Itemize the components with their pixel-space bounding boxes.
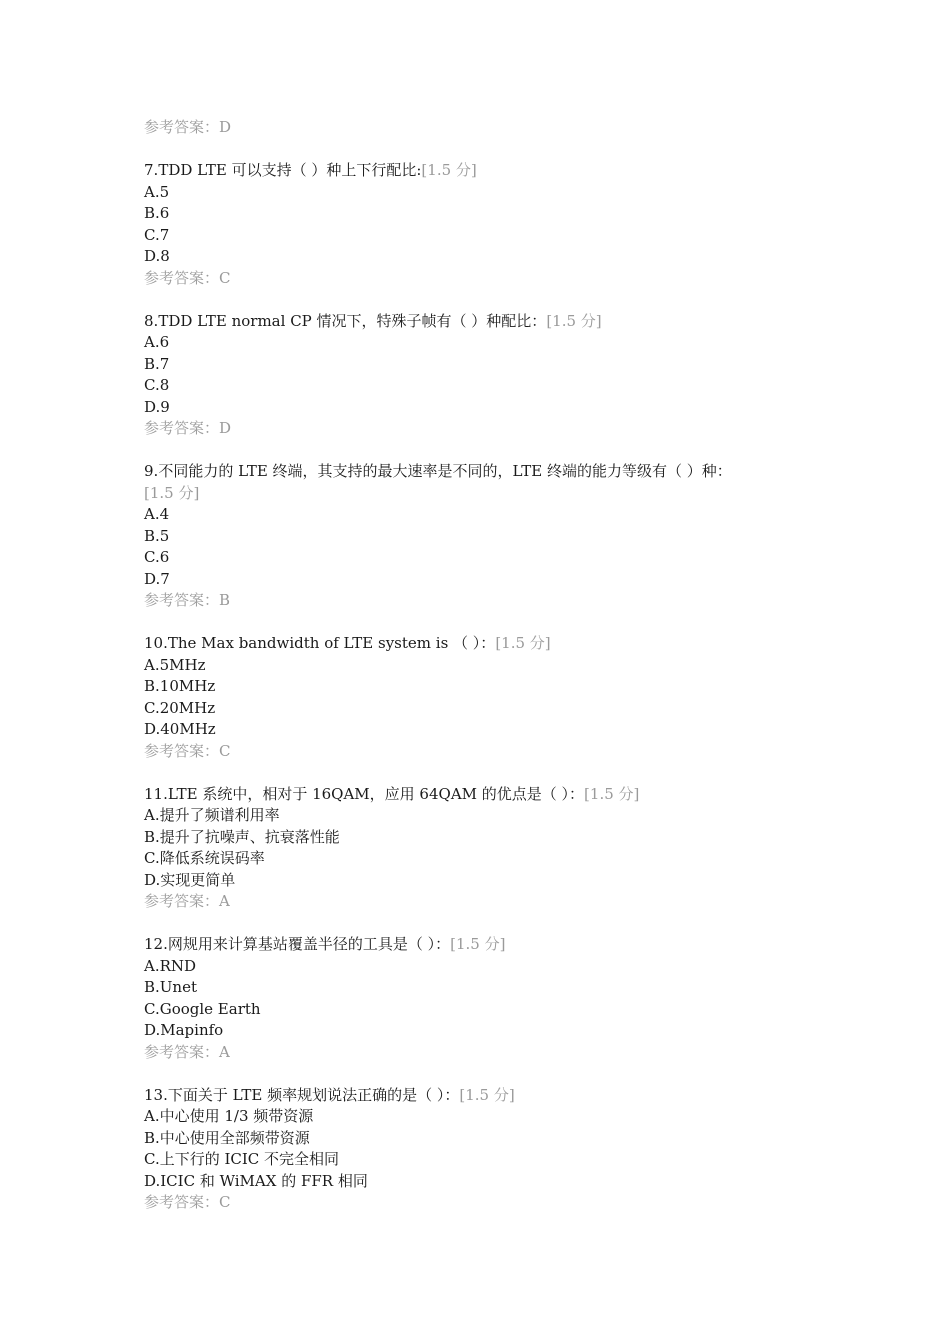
question-stem <box>144 633 824 655</box>
option-b: B.7 <box>144 354 170 373</box>
question-text: TDD LTE normal CP 情况下，特殊子帧有（ ）种配比： <box>158 311 547 330</box>
option-d: D.Mapinfo <box>144 1021 224 1039</box>
question-12 <box>144 934 824 1063</box>
question-score: [1.5 分] <box>421 161 477 179</box>
question-stem <box>144 934 824 956</box>
spacer <box>144 289 824 311</box>
question-13 <box>144 1085 824 1214</box>
question-text: LTE 系统中，相对于 16QAM，应用 64QAM 的优点是（ ）： <box>167 784 585 803</box>
answer-key: 参考答案：C <box>144 741 231 760</box>
option-a: A.6 <box>144 333 170 351</box>
option-b: B.Unet <box>144 978 197 996</box>
question-number: 11. <box>144 784 168 803</box>
option-b: B.中心使用全部频带资源 <box>144 1128 310 1147</box>
option-c: C.上下行的 ICIC 不完全相同 <box>144 1150 340 1168</box>
answer-key: 参考答案：B <box>144 591 231 609</box>
question-number: 12. <box>144 935 168 953</box>
option-a: A.5MHz <box>144 655 206 674</box>
option-d: D.8 <box>144 247 170 265</box>
option-b: B.5 <box>144 526 170 545</box>
option-d: D.40MHz <box>144 720 216 738</box>
spacer <box>144 762 824 784</box>
option-b: B.提升了抗噪声、抗衰落性能 <box>144 827 340 846</box>
option-a: A.4 <box>144 505 170 523</box>
option-c: C.7 <box>144 225 170 244</box>
option-c: C.6 <box>144 548 170 566</box>
question-stem <box>144 311 824 333</box>
option-a: A.5 <box>144 182 170 201</box>
question-11 <box>144 784 824 913</box>
answer-key: 参考答案：C <box>144 268 231 287</box>
option-c: C.8 <box>144 376 170 394</box>
answer-key-top: 参考答案：D <box>144 118 232 136</box>
spacer <box>144 139 824 161</box>
question-score: [1.5 分] <box>495 634 551 652</box>
spacer <box>144 440 824 462</box>
question-score: [1.5 分] <box>546 311 602 330</box>
question-score: [1.5 分] <box>459 1085 515 1104</box>
question-number: 9. <box>144 462 159 480</box>
question-stem <box>144 784 824 806</box>
question-stem <box>144 461 824 483</box>
question-8 <box>144 311 824 440</box>
question-text: TDD LTE 可以支持（ ）种上下行配比: <box>158 161 422 179</box>
question-number: 8. <box>144 311 159 330</box>
question-7 <box>144 160 824 289</box>
exam-page <box>144 117 824 1214</box>
question-score: [1.5 分] <box>584 784 640 803</box>
question-10 <box>144 633 824 762</box>
option-c: C.20MHz <box>144 698 216 717</box>
question-score: [1.5 分] <box>450 935 506 953</box>
question-stem <box>144 1085 824 1107</box>
question-score: [1.5 分] <box>144 483 200 502</box>
option-a: A.中心使用 1/3 频带资源 <box>144 1107 314 1125</box>
question-text: 下面关于 LTE 频率规划说法正确的是（ ）： <box>167 1085 460 1104</box>
option-d: D.实现更简单 <box>144 870 236 889</box>
option-d: D.7 <box>144 569 170 588</box>
option-d: D.ICIC 和 WiMAX 的 FFR 相同 <box>144 1171 368 1190</box>
question-stem <box>144 160 824 182</box>
question-text: The Max bandwidth of LTE system is （ ）： <box>167 634 496 652</box>
answer-key: 参考答案：C <box>144 1193 231 1211</box>
option-a: A.提升了频谱利用率 <box>144 806 280 824</box>
question-number: 13. <box>144 1085 168 1104</box>
answer-key: 参考答案：A <box>144 892 230 910</box>
option-b: B.6 <box>144 204 170 222</box>
spacer <box>144 612 824 634</box>
question-number: 10. <box>144 634 168 652</box>
option-c: C.降低系统误码率 <box>144 849 265 867</box>
spacer <box>144 913 824 935</box>
option-b: B.10MHz <box>144 677 216 695</box>
question-text: 网规用来计算基站覆盖半径的工具是（ ）： <box>167 935 451 953</box>
spacer <box>144 1063 824 1085</box>
option-d: D.9 <box>144 397 170 416</box>
answer-key: 参考答案：D <box>144 419 232 437</box>
answer-key: 参考答案：A <box>144 1042 230 1061</box>
question-number: 7. <box>144 161 159 179</box>
question-9 <box>144 461 824 612</box>
option-a: A.RND <box>144 956 197 975</box>
option-c: C.Google Earth <box>144 999 261 1018</box>
question-text: 不同能力的 LTE 终端，其支持的最大速率是不同的，LTE 终端的能力等级有（ ）种： <box>158 462 732 480</box>
